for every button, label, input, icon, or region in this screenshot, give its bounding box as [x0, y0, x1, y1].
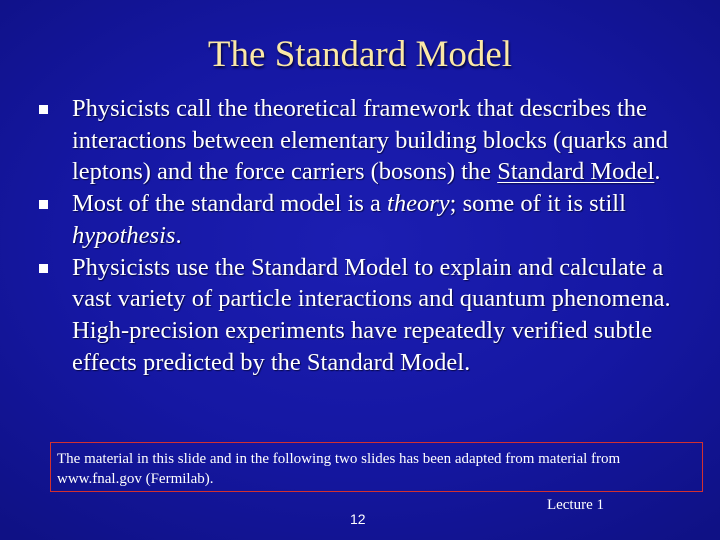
standard-model-term: Standard Model — [497, 158, 655, 186]
bullet-text: Physicists use the Standard Model to explain and calculate a vast variety of particle interactions and quantum phenomena. High-precision experiments have repeatedly verified subtle effects predicted by the Standard Model. — [72, 253, 671, 376]
hypothesis-term: hypothesis — [72, 221, 176, 249]
bullet-text-end: . — [654, 158, 661, 186]
bullet-item-usage — [36, 252, 686, 379]
bullet-text: Most of the standard model is a — [72, 190, 388, 218]
theory-term: theory — [387, 190, 450, 218]
source-note: The material in this slide and in the following two slides has been adapted from material from www.fnal.gov (Fermilab). — [50, 442, 703, 492]
bullet-text-middle: ; some of it is still — [449, 190, 626, 218]
bullet-text-end: . — [175, 221, 182, 249]
bullet-list — [36, 93, 686, 378]
square-bullet-icon — [39, 200, 48, 209]
square-bullet-icon — [39, 105, 48, 114]
square-bullet-icon — [39, 264, 48, 273]
lecture-label: Lecture 1 — [546, 497, 604, 513]
slide-title: The Standard Model — [207, 34, 513, 75]
bullet-item-theory — [36, 188, 686, 251]
bullet-item-framework — [36, 93, 686, 188]
page-number: 12 — [350, 511, 366, 527]
bullet-text: Physicists call the theoretical framework that describes the interactions between elementary building blocks (quarks and leptons) and the force carriers (bosons) the — [72, 95, 668, 186]
